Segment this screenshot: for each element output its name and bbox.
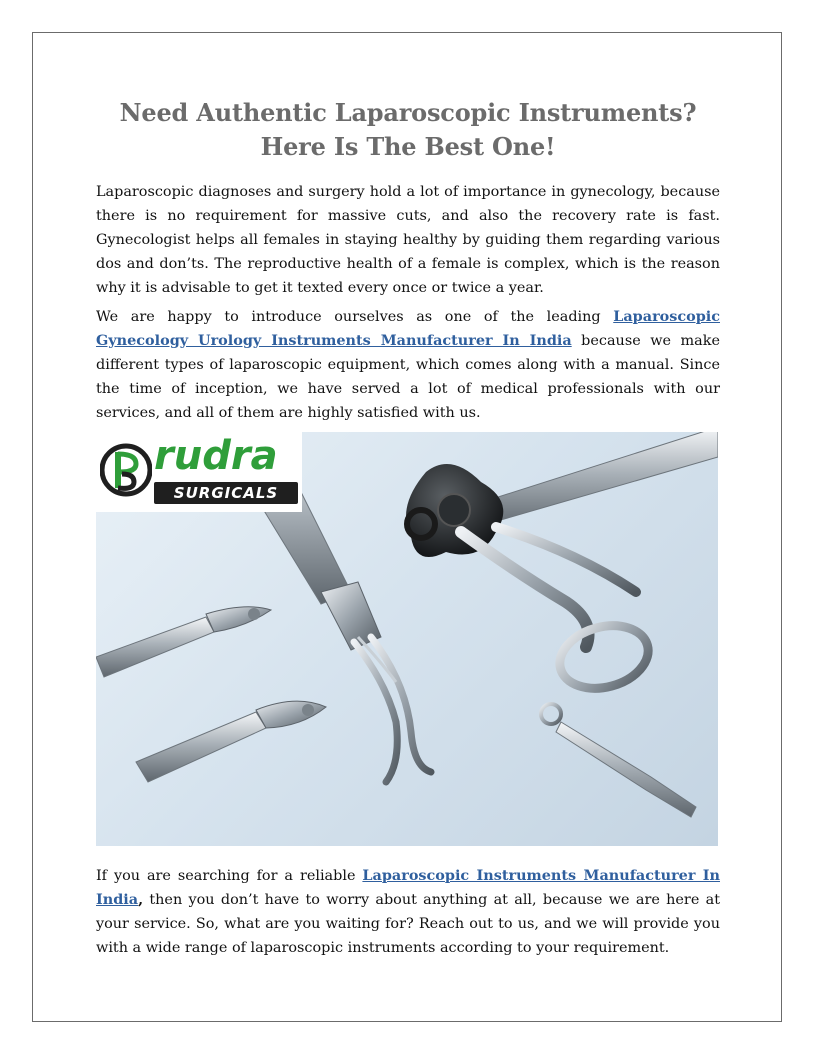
closing-comma: ,: [138, 891, 144, 908]
about-text-after: because we make different types of laparoscopic equipment, which comes along with a manual. Since the time of inception, we have served a lot of medical professionals with our services, and all of them are highly satisfied with us.: [96, 333, 720, 421]
logo-wordmark: rudra: [154, 433, 278, 479]
document-title: Need Authentic Laparoscopic Instruments? Here Is The Best One!: [119, 98, 697, 161]
rudra-surgicals-logo: [96, 432, 302, 512]
gynecology-instruments-link[interactable]: Laparoscopic Gynecology Urology Instruments Manufacturer In India: [96, 308, 720, 349]
intro-paragraph: Laparoscopic diagnoses and surgery hold a lot of importance in gynecology, because there is no requirement for massive cuts, and also the recovery rate is fast. Gynecologist helps all females in staying healthy by guiding them regarding various dos and don’ts. The reproductive health of a female is complex, which is the reason why it is advisable to get it texted every once or twice a year.: [96, 184, 720, 296]
about-text-before: We are happy to introduce ourselves as one of the leading: [96, 309, 614, 325]
product-image: [96, 432, 718, 846]
closing-text-before: If you are searching for a reliable: [96, 868, 363, 884]
about-paragraph: [96, 305, 720, 425]
logo-subtitle: SURGICALS: [154, 482, 298, 504]
instruments-manufacturer-link[interactable]: Laparoscopic Instruments Manufacturer In India: [96, 867, 720, 908]
closing-text-after: then you don’t have to worry about anything at all, because we are here at your service. So, what are you waiting for? Reach out to us, and we will provide you with a wide range of laparoscopic instruments according to your requirement.: [96, 892, 720, 956]
closing-paragraph: [96, 864, 720, 960]
small-forceps-3: [541, 704, 696, 817]
small-forceps-1: [96, 607, 271, 677]
logo-monogram-icon: [100, 440, 152, 500]
small-forceps-2: [136, 701, 326, 782]
